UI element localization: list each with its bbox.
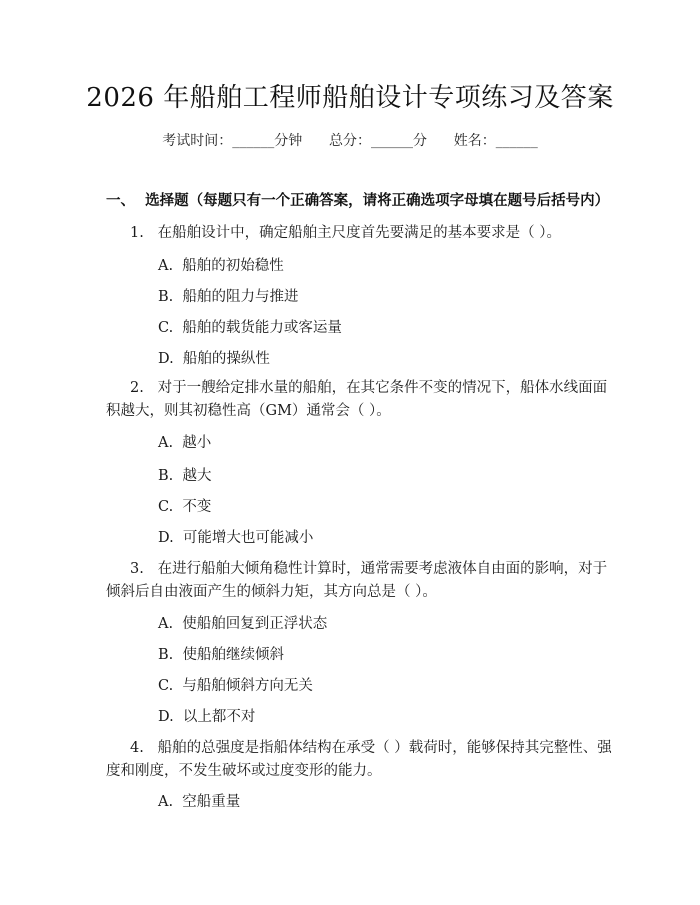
question-2 xyxy=(106,377,620,423)
question-number: 2. xyxy=(130,380,144,396)
document-title: 2026 年船舶工程师船舶设计专项练习及答案 xyxy=(86,83,614,113)
question-3 xyxy=(106,558,620,604)
question-1 xyxy=(106,222,620,245)
question-3-option-d: D. 以上都不对 xyxy=(158,709,256,725)
question-text: 对于一艘给定排水量的船舶，在其它条件不变的情况下，船体水线面面积越大，则其初稳性高（GM）通常会（ ）。 xyxy=(106,380,608,419)
question-4-option-a: A. 空船重量 xyxy=(158,794,241,810)
question-1-option-a: A. 船舶的初始稳性 xyxy=(158,258,284,274)
question-text: 在船舶设计中，确定船舶主尺度首先要满足的基本要求是（ ）。 xyxy=(157,225,562,241)
question-text: 在进行船舶大倾角稳性计算时，通常需要考虑液体自由面的影响，对于倾斜后自由液面产生的倾斜力矩，其方向总是（ ）。 xyxy=(106,561,608,600)
question-3-option-b: B. 使船舶继续倾斜 xyxy=(158,647,284,663)
question-3-option-c: C. 与船舶倾斜方向无关 xyxy=(158,678,313,694)
question-number: 3. xyxy=(130,561,144,577)
section-heading: 一、 选择题（每题只有一个正确答案，请将正确选项字母填在题号后括号内） xyxy=(106,192,610,209)
question-2-option-c: C. 不变 xyxy=(158,499,212,515)
question-1-option-d: D. 船舶的操纵性 xyxy=(158,351,270,367)
question-4 xyxy=(106,737,620,783)
question-2-option-b: B. 越大 xyxy=(158,468,212,484)
question-3-option-a: A. 使船舶回复到正浮状态 xyxy=(158,616,328,632)
question-2-option-d: D. 可能增大也可能减小 xyxy=(158,530,314,546)
question-1-option-c: C. 船舶的载货能力或客运量 xyxy=(158,320,342,336)
question-1-option-b: B. 船舶的阻力与推进 xyxy=(158,289,299,305)
exam-meta-line: 考试时间：______分钟 总分：______分 姓名：______ xyxy=(162,133,538,149)
question-number: 1. xyxy=(130,225,144,241)
question-number: 4. xyxy=(130,740,144,756)
question-text: 船舶的总强度是指船体结构在承受（ ）载荷时，能够保持其完整性、强度和刚度，不发生破坏或过度变形的能力。 xyxy=(106,740,612,779)
question-2-option-a: A. 越小 xyxy=(158,435,212,451)
